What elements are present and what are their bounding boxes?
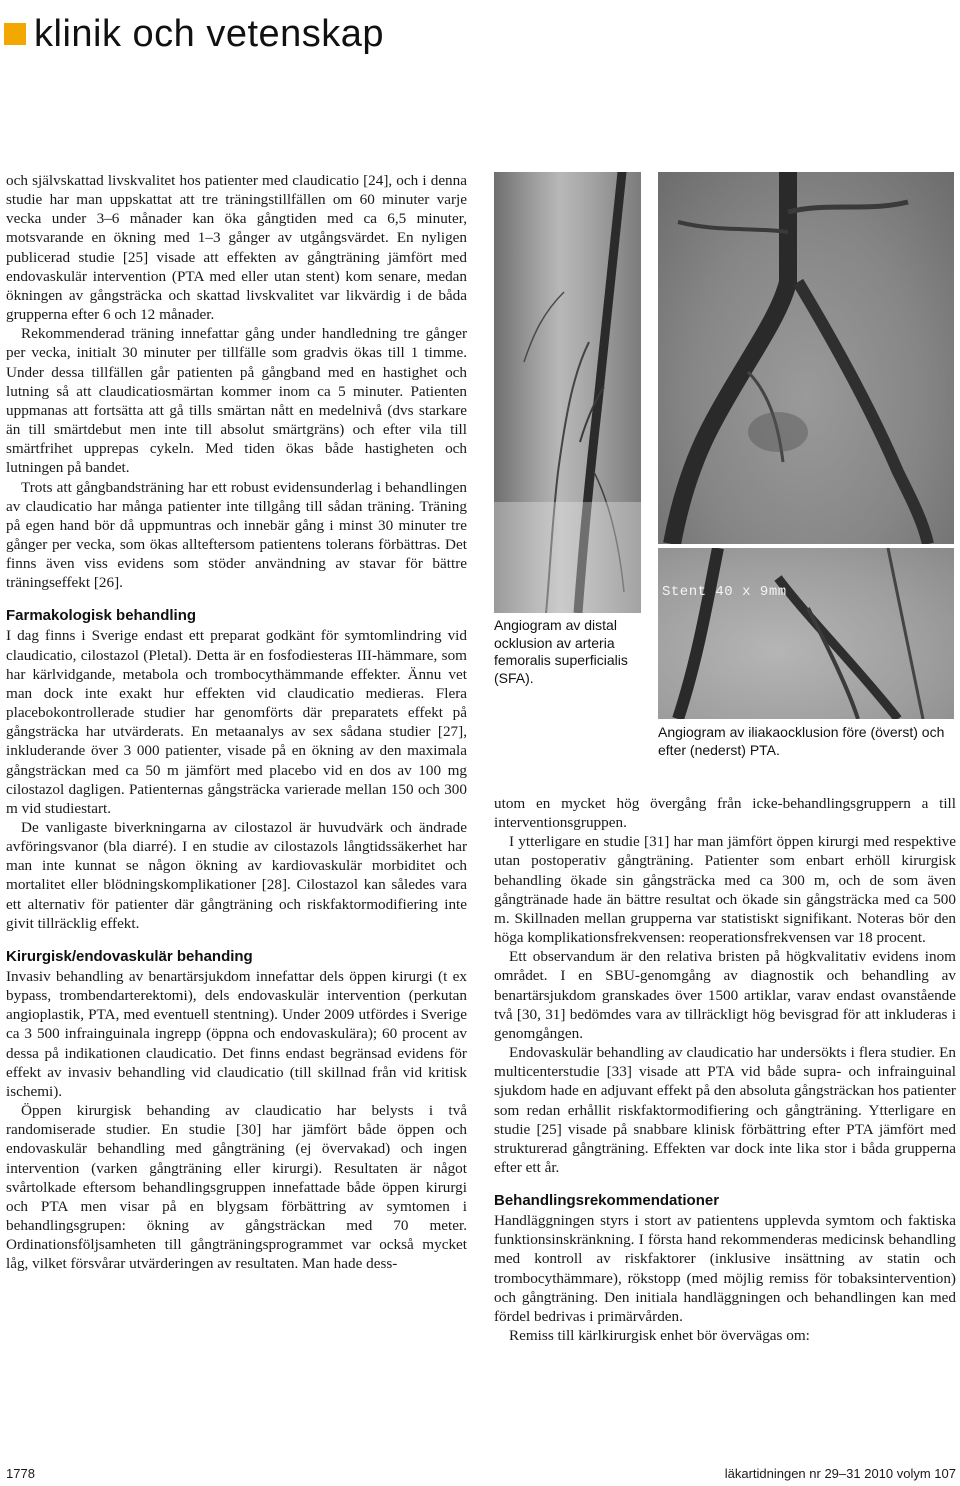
section-heading-farmakologisk: Farmakologisk behandling xyxy=(6,607,197,625)
angiogram-iliac-before-image xyxy=(658,172,954,544)
section-title: klinik och vetenskap xyxy=(34,13,385,55)
left-column xyxy=(6,171,467,1273)
paragraph: Endovaskulär behandling av claudicatio har undersökts i flera studier. En multicenterstudie [33] visade att PTA vid både supra- och infrainguinal sjukdom hade en adjuvant effekt på den absoluta gångsträckan hos patienter som redan erhållit riskfaktormodifiering och gångträning. Ytterligare en studie [25] visade på snabbare klinisk förbättring efter PTA jämfört med strukturerad gångträning. Effekten var dock inte lika stor i båda grupperna efter ett år. xyxy=(494,1044,956,1176)
figure-caption-iliac: Angiogram av iliakaocklusion före (överst) och efter (nederst) PTA. xyxy=(658,724,945,758)
journal-info: läkartidningen nr 29–31 2010 volym 107 xyxy=(724,1466,956,1481)
paragraph: I ytterligare en studie [31] har man jämfört öppen kirurgi med respektive utan postoperativ gångträning. Patienter som enbart erhöll kirurgisk behandling ökade sin gångsträcka med ca 300 m, och de som även gångtränade hade än bättre resultat och ökade sin gångsträcka med ca 500 m. Skillnaden mellan grupperna var statistiskt signifikant. Noteras bör den höga komplikationsfrekvensen: reoperationsfrekvensen var 18 procent. xyxy=(494,833,956,947)
paragraph: Rekommenderad träning innefattar gång under handledning tre gånger per vecka, initialt 30 minuter per tillfälle som gradvis ökas till 1 timme. Under dessa tillfällen går patienten på gångband med en hastighet och lutning så att claudicatiosmärtan kommer inom ca 5 minuter. Patienten uppmanas att fortsätta att gå tills smärtan nått en medelnivå (dvs starkare än till smärtdebut men inte till absolut smärtgräns) och efter vila till smärtfrihet upprepas cykeln. Med tiden ökas både hastigheten och lutningen på bandet. xyxy=(6,325,467,477)
paragraph: Trots att gångbandsträning har ett robust evidensunderlag i behandlingen av claudicatio har många patienter inte tillgång till sådan träning. Träning på egen hand bör då uppmuntras och innebär gång i minst 30 minuter tre gånger per vecka, som ökas allteftersom patientens tolerans förbättras. Det finns även viss evidens som stöder användning av stavar för bättre träningseffekt [26]. xyxy=(6,478,467,592)
paragraph: Handläggningen styrs i stort av patientens upplevda symtom och faktiska funktionsinskränkning. I första hand rekommenderas medicinsk behandling med kontroll av riskfaktorer (inklusive insättning av statin och trombocythämmare), rökstopp (med möjlig remiss för tobaksintervention) och gångträning. Den initiala handläggningen och behandlingen kan med fördel bedrivas i primärvården. xyxy=(494,1212,956,1325)
stent-size-label: Stent 40 x 9mm xyxy=(662,584,787,600)
paragraph: De vanligaste biverkningarna av cilostazol är huvudvärk och ändrade avföringsvanor (bla diarré). I en studie av cilostazols långtidssäkerhet har man inte kunnat se någon ökning av kardiovaskulär morbiditet och mortalitet eller blödningskomplikationer [28]. Cilostazol kan således vara ett alternativ för patienter där gångträning och riskfaktormodifiering inte givit tillräcklig effekt. xyxy=(6,819,467,932)
section-marker-square xyxy=(4,23,26,45)
section-heading-rekommendationer: Behandlingsrekommendationer xyxy=(494,1192,720,1210)
angiogram-sfa-image xyxy=(494,172,641,613)
angiogram-iliac-after-image xyxy=(658,548,954,719)
paragraph: Invasiv behandling av benartärsjukdom innefattar dels öppen kirurgi (t ex bypass, trombendarterektomi), dels endovaskulär intervention (perkutan angioplastik, PTA, med eventuell stentning). Under 2009 utfördes i Sverige ca 3 500 infrainguinala ingrepp (öppna och endovaskulära); 60 procent av dessa på indikationen claudicatio. Det finns endast begränsad evidens för effekt av invasiv behandling vid claudicatio (till skillnad från vid kritisk ischemi). xyxy=(6,967,467,1100)
paragraph: Remiss till kärlkirurgisk enhet bör övervägas om: xyxy=(509,1327,810,1345)
page-number: 1778 xyxy=(6,1466,35,1481)
paragraph: utom en mycket hög övergång från icke-behandlingsgruppern a till interventionsgruppen. xyxy=(494,795,956,832)
section-heading-kirurgisk: Kirurgisk/endovaskulär behanding xyxy=(6,947,253,965)
figure-caption-sfa: Angiogram av distal ocklusion av arteria femoralis superficialis (SFA). xyxy=(494,617,628,686)
paragraph: Ett observandum är den relativa bristen på högkvalitativ evidens inom området. I en SBU-genomgång av diagnostik och behandling av benartärsjukdom granskades över 1500 artiklar, varav endast ovanstående två [30, 31] bedömdes vara av tillräckligt hög bevisgrad för att inkluderas i genomgången. xyxy=(494,948,956,1042)
section-header xyxy=(4,8,954,60)
paragraph: och självskattad livskvalitet hos patienter med claudicatio [24], och i denna studie har man uppskattat att tre träningstillfällen om 60 minuter varje vecka under 3–6 månader kan öka gångtiden med ca 6,5 minuter, motsvarande en ökning med 1–3 gånger av utgångsvärdet. En nyligen publicerad studie [25] visade att effekten av gångträning jämfört med endovaskulär intervention (PTA med eller utan stent) kom senare, medan ökningen av gångsträcka och skattad livskvalitet var likvärdig i de båda grupperna efter 6 och 12 månader. xyxy=(6,172,467,324)
paragraph: I dag finns i Sverige endast ett preparat godkänt för symtomlindring vid claudicatio, cilostazol (Pletal). Detta är en fosfodiesteras III-hämmare, som har kärlvidgande, metabola och trombocythämmande effekter. Ännu vet man dock inte exakt hur effekten vid claudicatio medieras. Flera placebokontrollerade studier har genomförts där preparatets effekt på gångsträcka har utvärderats. En metaanalys av sex sådana studier [27], inkluderande över 3 000 patienter, visade på en ökning av den maximala gångsträckan med ca 50 m jämfört med placebo vid en dos av 100 mg cilostazol dagligen. Patienternas gångsträcka varierade mellan 150 och 300 m vid studiestart. xyxy=(6,627,467,817)
right-column xyxy=(494,794,956,1345)
paragraph: Öppen kirurgisk behanding av claudicatio har belysts i två randomiserade studier. En studie [30] har jämfört både öppen och endovaskulär behandling med gångträning (ej övervakad) och ingen intervention (varken gångträning eller kirurgi). Resultaten är något svårtolkade eftersom behandlingsgruppen innefattade både öppen kirurgi och PTA men visar på en blygsam förbättring av symtomen i behandlingsgrupen: ökning av gångsträckan med 70 meter. Ordinationsföljsamheten till gångträningsprogrammet var också mycket låg, vilket försvårar utvärderingen av resultaten. Man hade dess- xyxy=(6,1102,467,1273)
